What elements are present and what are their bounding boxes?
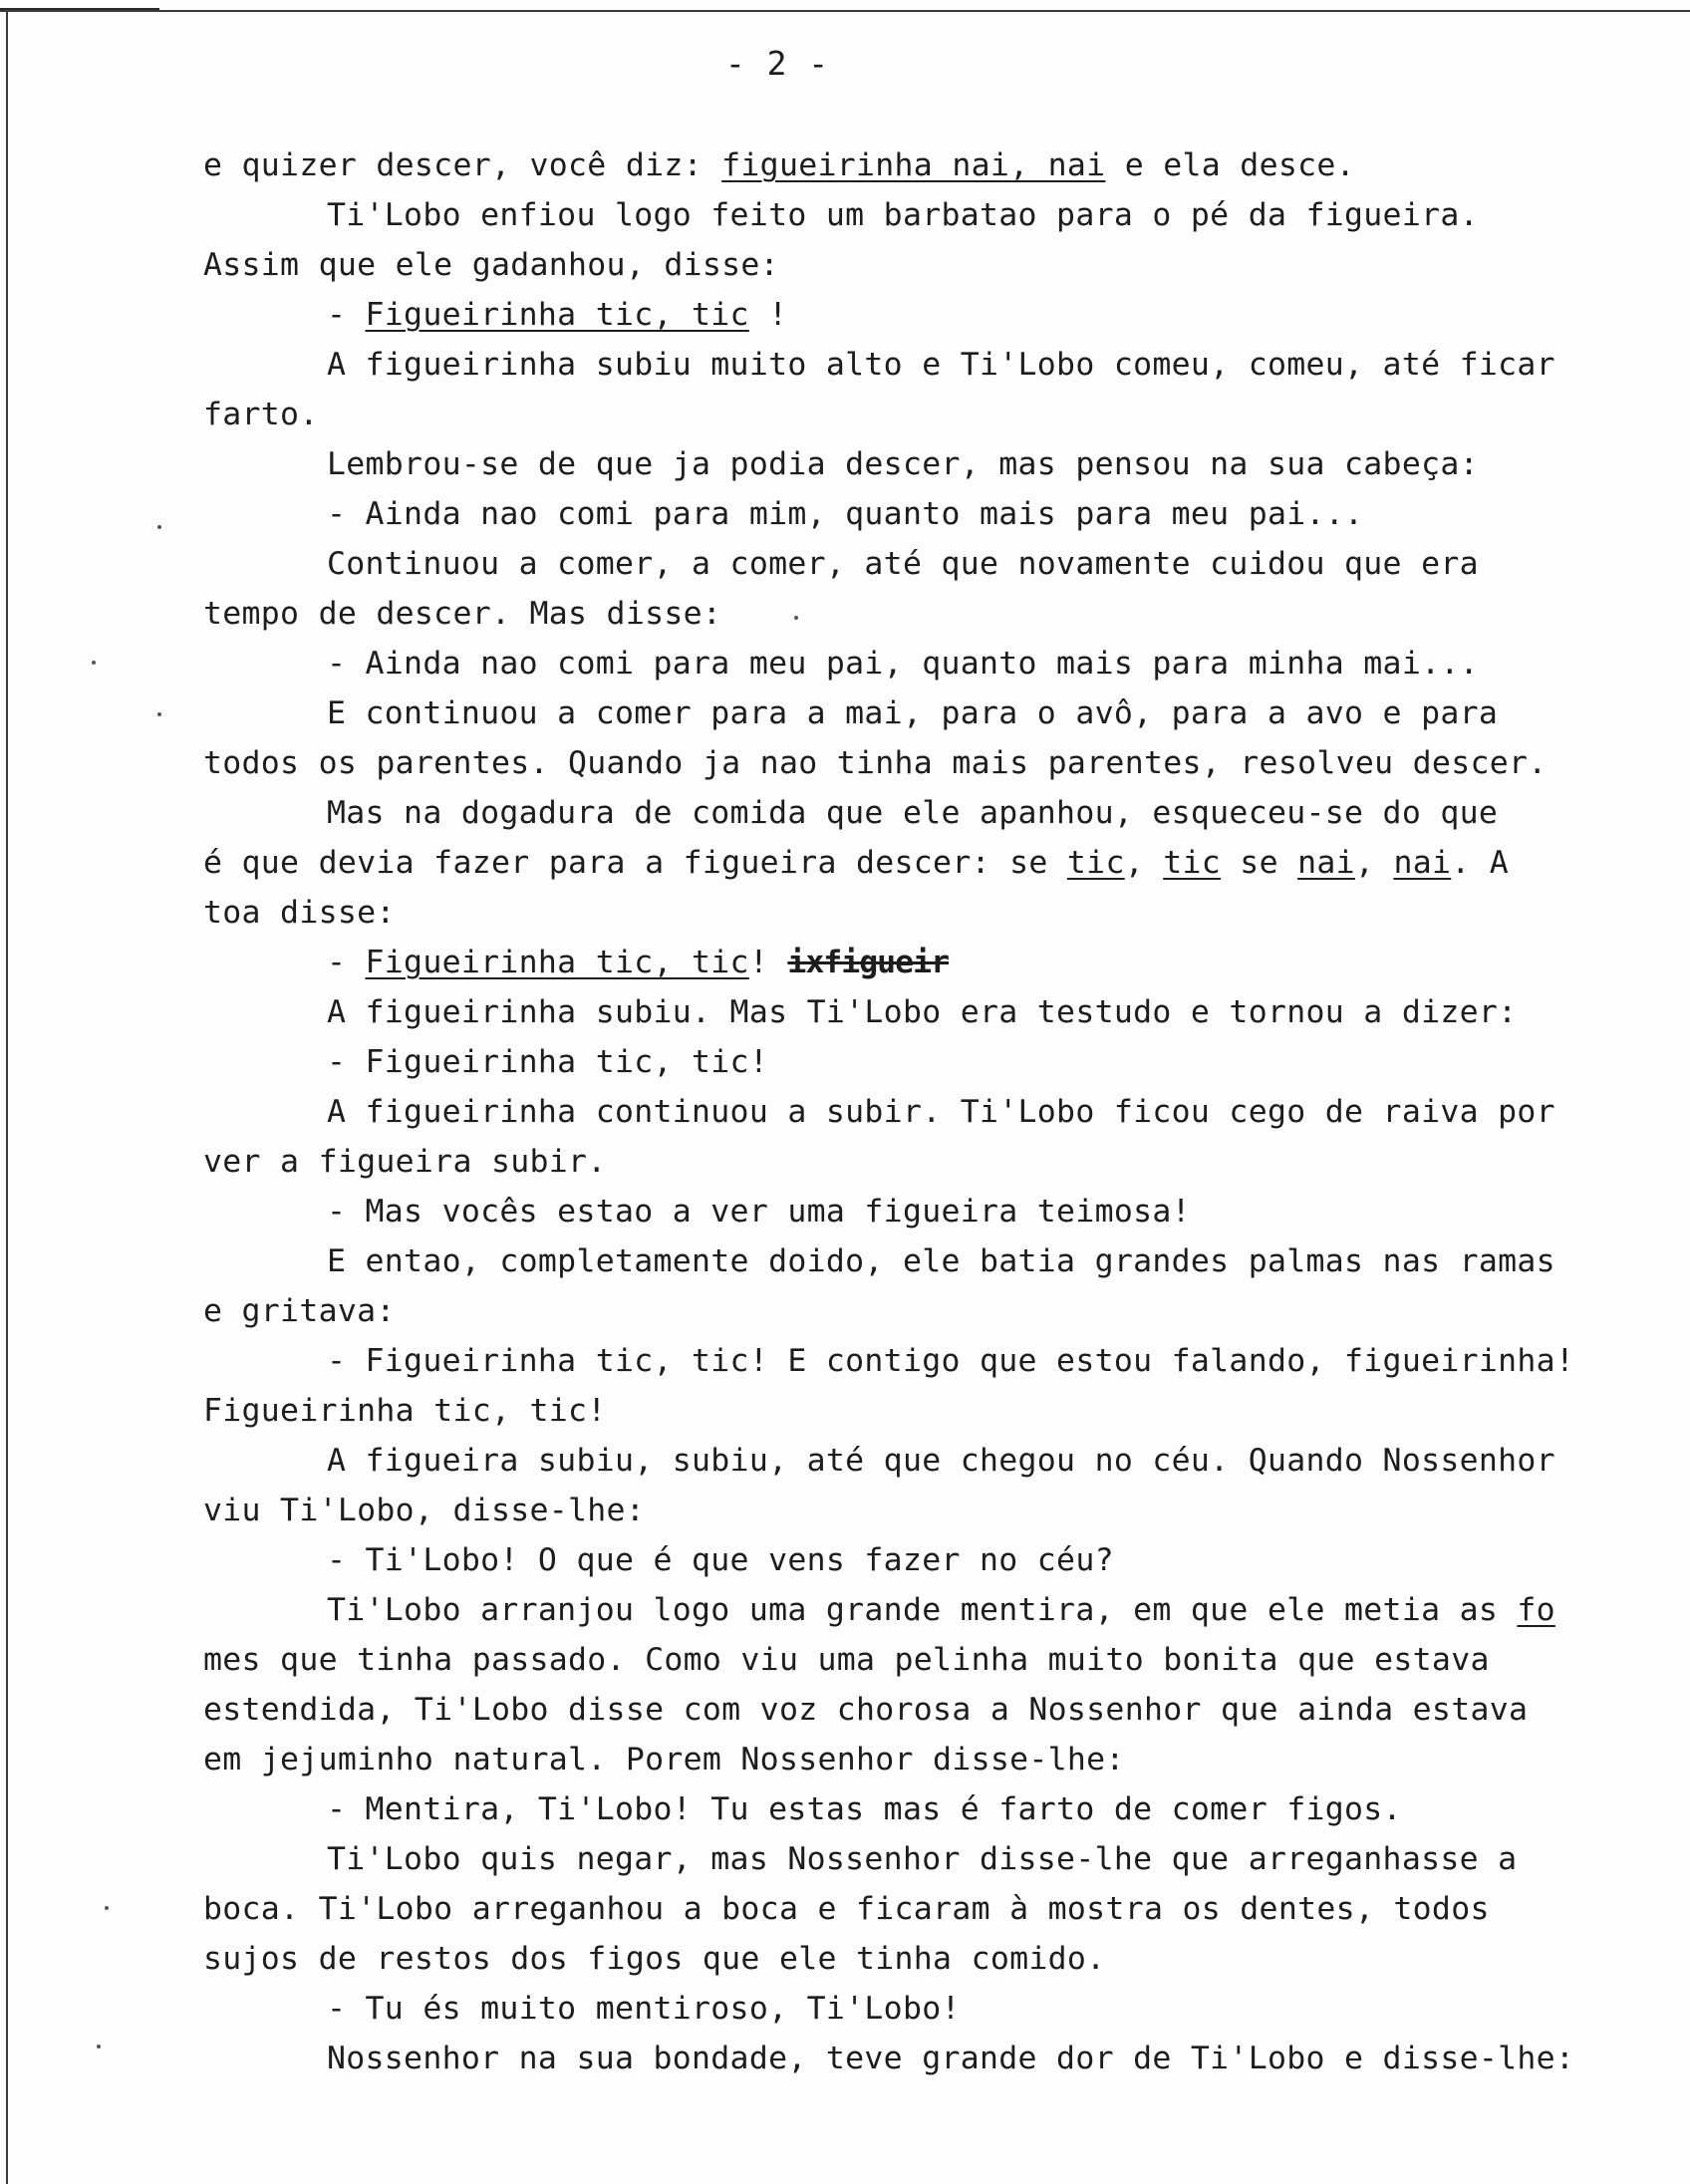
text-line-10: tempo de descer. Mas disse: bbox=[203, 596, 722, 632]
page-left-edge bbox=[6, 10, 8, 2184]
text-line-31: mes que tinha passado. Como viu uma pelinha muito bonita que estava bbox=[203, 1642, 1490, 1678]
text-line-14: Mas na dogadura de comida que ele apanhou, esqueceu-se do que bbox=[327, 795, 1499, 831]
underlined-phrase: figueirinha nai, nai bbox=[721, 147, 1106, 183]
text-line-16: toa disse: bbox=[203, 895, 396, 931]
text-line-11: - Ainda nao comi para meu pai, quanto mais para minha mai... bbox=[327, 646, 1479, 682]
text-line-36: boca. Ti'Lobo arreganhou a boca e ficaram à mostra os dentes, todos bbox=[203, 1891, 1490, 1927]
ink-speck bbox=[157, 712, 161, 716]
text-line-13: todos os parentes. Quando ja nao tinha mais parentes, resolveu descer. bbox=[203, 745, 1548, 781]
ink-speck bbox=[97, 2045, 101, 2048]
underlined-word: tic bbox=[1066, 845, 1125, 881]
text-line-35: Ti'Lobo quis negar, mas Nossenhor disse-lhe que arreganhasse a bbox=[327, 1841, 1518, 1877]
text-line-25: - Figueirinha tic, tic! E contigo que estou falando, figueirinha! bbox=[327, 1343, 1575, 1379]
text-line-37: sujos de restos dos figos que ele tinha comido. bbox=[203, 1941, 1106, 1977]
underlined-word: nai bbox=[1393, 845, 1452, 881]
text-line-21: ver a figueira subir. bbox=[203, 1144, 607, 1180]
text-line-22: - Mas vocês estao a ver uma figueira teimosa! bbox=[327, 1194, 1191, 1229]
text-line-7: Lembrou-se de que ja podia descer, mas pensou na sua cabeça: bbox=[327, 446, 1479, 482]
text-line-28: viu Ti'Lobo, disse-lhe: bbox=[203, 1493, 646, 1528]
ink-speck bbox=[105, 1906, 109, 1910]
text-line-33: em jejuminho natural. Porem Nossenhor disse-lhe: bbox=[203, 1742, 1125, 1777]
struck-out-text: ixfigueir bbox=[787, 945, 950, 980]
text-line-2: Ti'Lobo enfiou logo feito um barbatao para o pé da figueira. bbox=[327, 197, 1479, 233]
ink-speck bbox=[92, 661, 96, 665]
text-line-8: - Ainda nao comi para mim, quanto mais para meu pai... bbox=[327, 496, 1364, 532]
text-line-15: é que devia fazer para a figueira descer: se tic, tic se nai, nai. A bbox=[203, 845, 1510, 881]
underlined-word: tic bbox=[1163, 845, 1222, 881]
underlined-phrase: Figueirinha tic, tic bbox=[365, 945, 749, 980]
text-line-3: Assim que ele gadanhou, disse: bbox=[203, 247, 779, 283]
underlined-word: fo bbox=[1517, 1592, 1555, 1628]
text-line-1: e quizer descer, você diz: figueirinha nai, nai e ela desce. bbox=[203, 147, 1355, 183]
text-line-12: E continuou a comer para a mai, para o avô, para a avo e para bbox=[327, 695, 1499, 731]
text-line-30: Ti'Lobo arranjou logo uma grande mentira, em que ele metia as fo bbox=[327, 1592, 1555, 1628]
text-line-34: - Mentira, Ti'Lobo! Tu estas mas é farto de comer figos. bbox=[327, 1791, 1402, 1827]
ink-speck bbox=[157, 525, 161, 529]
underlined-word: nai bbox=[1297, 845, 1355, 881]
text-line-26: Figueirinha tic, tic! bbox=[203, 1393, 607, 1429]
text-line-23: E entao, completamente doido, ele batia grandes palmas nas ramas bbox=[327, 1243, 1555, 1279]
text-line-24: e gritava: bbox=[203, 1293, 396, 1329]
text-line-6: farto. bbox=[203, 397, 319, 432]
text-line-5: A figueirinha subiu muito alto e Ti'Lobo comeu, comeu, até ficar bbox=[327, 347, 1555, 383]
text-line-17: - Figueirinha tic, tic! ixfigueir bbox=[327, 945, 950, 980]
text-line-20: A figueirinha continuou a subir. Ti'Lobo ficou cego de raiva por bbox=[327, 1094, 1555, 1130]
text-line-32: estendida, Ti'Lobo disse com voz chorosa a Nossenhor que ainda estava bbox=[203, 1692, 1529, 1728]
text-line-9: Continuou a comer, a comer, até que novamente cuidou que era bbox=[327, 546, 1479, 582]
ink-speck bbox=[794, 616, 798, 620]
page-number: - 2 - bbox=[724, 44, 830, 83]
text-line-27: A figueira subiu, subiu, até que chegou no céu. Quando Nossenhor bbox=[327, 1443, 1555, 1479]
text-line-29: - Ti'Lobo! O que é que vens fazer no céu? bbox=[327, 1542, 1114, 1578]
text-line-39: Nossenhor na sua bondade, teve grande dor de Ti'Lobo e disse-lhe: bbox=[327, 2041, 1575, 2076]
text-line-4: - Figueirinha tic, tic ! bbox=[327, 297, 788, 333]
text-line-19: - Figueirinha tic, tic! bbox=[327, 1044, 769, 1080]
page-top-edge bbox=[0, 10, 1690, 12]
text-line-38: - Tu és muito mentiroso, Ti'Lobo! bbox=[327, 1991, 961, 2027]
text-line-18: A figueirinha subiu. Mas Ti'Lobo era testudo e tornou a dizer: bbox=[327, 994, 1518, 1030]
underlined-phrase: Figueirinha tic, tic bbox=[365, 297, 749, 333]
